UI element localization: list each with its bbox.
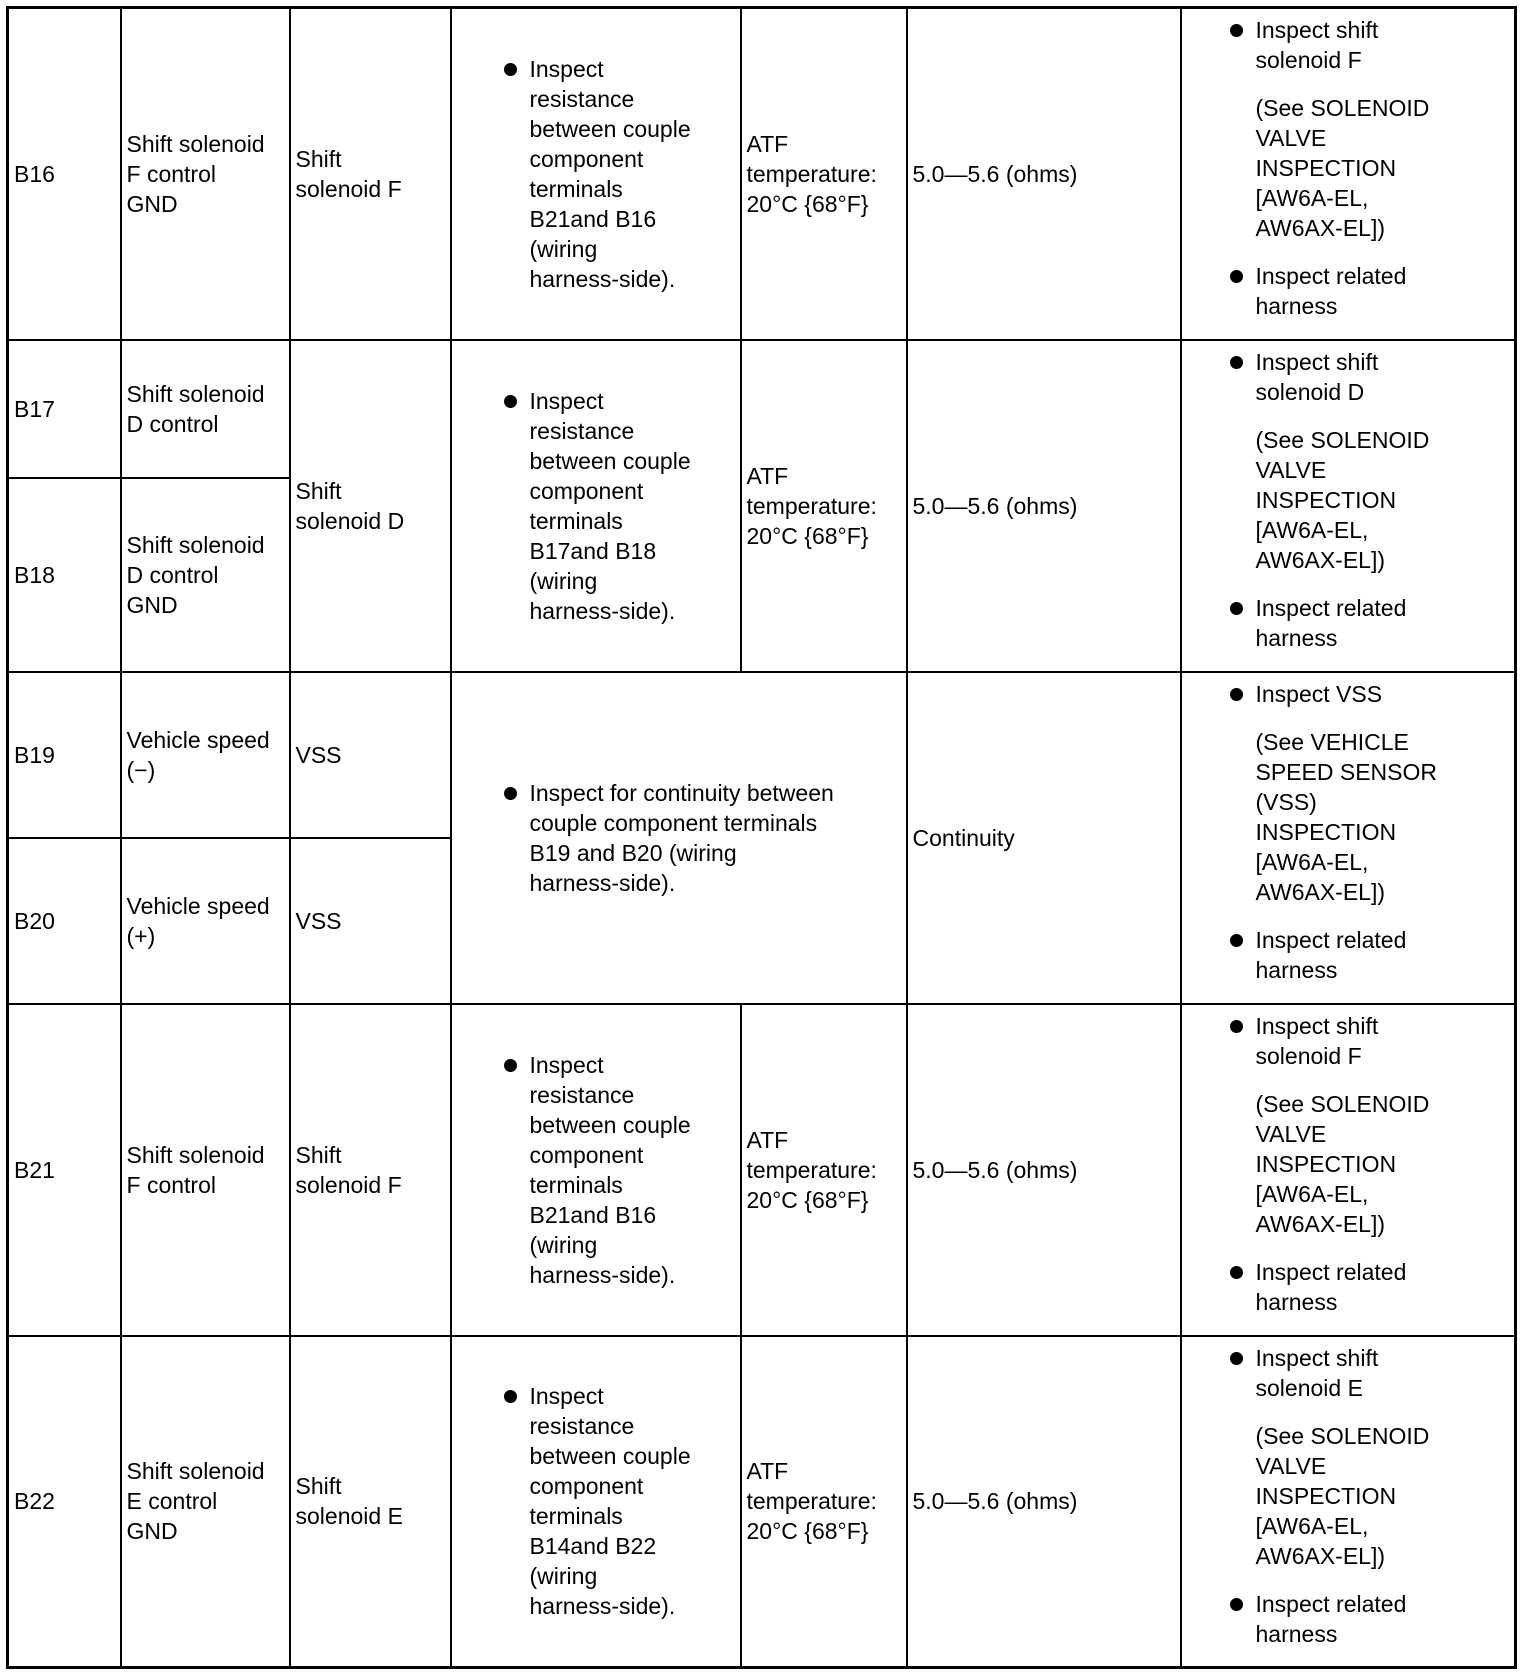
inspection-cell (451, 1004, 741, 1336)
inspection-text: Inspect for continuity between couple component terminals B19 and B20 (wiring harness-side). (500, 778, 901, 898)
terminal-cell: B16 (8, 8, 121, 340)
terminal-cell: B20 (8, 838, 121, 1004)
signal-cell: Shift solenoid D control (121, 340, 290, 478)
table-row (8, 672, 1516, 838)
action-item: Inspect related harness (1226, 261, 1510, 321)
action-item: Inspect related harness (1226, 1257, 1510, 1317)
condition-cell: ATF temperature: 20°C {68°F} (741, 1336, 907, 1668)
value-cell: 5.0—5.6 (ohms) (907, 1336, 1181, 1668)
inspection-text: Inspect resistance between couple component terminals B14and B22 (wiring harness-side). (500, 1381, 735, 1621)
terminal-cell: B18 (8, 478, 121, 672)
signal-cell: Shift solenoid D control GND (121, 478, 290, 672)
value-cell: 5.0—5.6 (ohms) (907, 8, 1181, 340)
terminal-cell: B19 (8, 672, 121, 838)
inspection-cell (451, 1336, 741, 1668)
condition-cell: ATF temperature: 20°C {68°F} (741, 340, 907, 672)
value-cell: 5.0—5.6 (ohms) (907, 340, 1181, 672)
table-row (8, 340, 1516, 478)
signal-cell: Shift solenoid E control GND (121, 1336, 290, 1668)
action-item: Inspect shift solenoid E (1226, 1343, 1510, 1403)
action-cell (1181, 1336, 1516, 1668)
action-item: Inspect related harness (1226, 925, 1510, 985)
terminal-cell: B17 (8, 340, 121, 478)
signal-cell: Vehicle speed (+) (121, 838, 290, 1004)
see-reference: (See SOLENOID VALVE INSPECTION [AW6A-EL, AW6AX-EL]) (1255, 95, 1430, 241)
action-cell (1181, 672, 1516, 1004)
inspection-cell (451, 8, 741, 340)
action-cell (1181, 1004, 1516, 1336)
connected-to-cell: Shift solenoid E (290, 1336, 451, 1668)
action-item: Inspect shift solenoid D (1226, 347, 1510, 407)
terminal-cell: B21 (8, 1004, 121, 1336)
action-item: Inspect related harness (1226, 593, 1510, 653)
table-row (8, 1336, 1516, 1668)
connected-to-cell: Shift solenoid D (290, 340, 451, 672)
value-cell: Continuity (907, 672, 1181, 1004)
see-reference: (See SOLENOID VALVE INSPECTION [AW6A-EL, AW6AX-EL]) (1255, 1422, 1430, 1569)
see-reference: (See SOLENOID VALVE INSPECTION [AW6A-EL, AW6AX-EL]) (1255, 1090, 1430, 1237)
signal-cell: Shift solenoid F control (121, 1004, 290, 1336)
action-cell (1181, 8, 1516, 340)
condition-cell: ATF temperature: 20°C {68°F} (741, 1004, 907, 1336)
connected-to-cell: Shift solenoid F (290, 8, 451, 340)
connected-to-cell: Shift solenoid F (290, 1004, 451, 1336)
inspection-text: Inspect resistance between couple component terminals B21and B16 (wiring harness-side). (500, 54, 735, 294)
condition-cell: ATF temperature: 20°C {68°F} (741, 8, 907, 340)
inspection-cell (451, 672, 907, 1004)
inspection-text: Inspect resistance between couple component terminals B17and B18 (wiring harness-side). (500, 386, 735, 626)
action-item: Inspect VSS (1226, 679, 1510, 709)
terminal-cell: B22 (8, 1336, 121, 1668)
see-reference: (See SOLENOID VALVE INSPECTION [AW6A-EL, AW6AX-EL]) (1255, 426, 1430, 573)
value-cell: 5.0—5.6 (ohms) (907, 1004, 1181, 1336)
signal-cell: Vehicle speed (−) (121, 672, 290, 838)
table-row (8, 1004, 1516, 1336)
terminal-inspection-table (6, 6, 1517, 1669)
action-cell (1181, 340, 1516, 672)
action-item: Inspect shift solenoid F (1226, 15, 1510, 75)
connected-to-cell: VSS (290, 838, 451, 1004)
inspection-cell (451, 340, 741, 672)
signal-cell: Shift solenoid F control GND (121, 8, 290, 340)
table-row (8, 8, 1516, 340)
action-item: Inspect shift solenoid F (1226, 1011, 1510, 1071)
see-reference: (See VEHICLE SPEED SENSOR (VSS) INSPECTION [AW6A-EL, AW6AX-EL]) (1255, 728, 1437, 905)
inspection-text: Inspect resistance between couple component terminals B21and B16 (wiring harness-side). (500, 1050, 735, 1290)
action-item: Inspect related harness (1226, 1589, 1510, 1649)
connected-to-cell: VSS (290, 672, 451, 838)
